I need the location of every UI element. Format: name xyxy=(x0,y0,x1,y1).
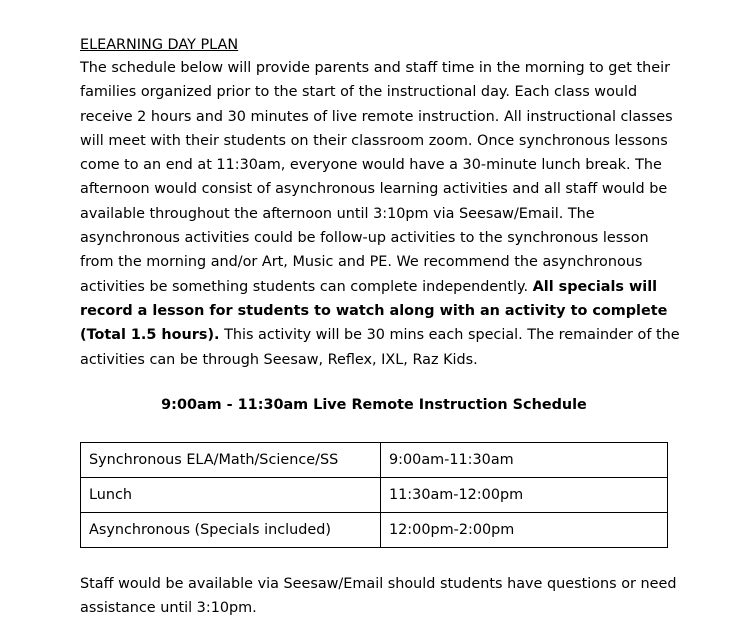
schedule-activity-cell: Asynchronous (Specials included) xyxy=(81,513,381,548)
schedule-time-cell: 12:00pm-2:00pm xyxy=(381,513,668,548)
schedule-time-cell: 11:30am-12:00pm xyxy=(381,478,668,513)
intro-text-end: This activity will be 30 mins each special. The remainder of the activities can be through Seesaw, Reflex, IXL, Raz Kids. xyxy=(80,327,680,368)
schedule-table xyxy=(80,442,668,548)
table-row xyxy=(81,478,668,513)
schedule-activity-cell: Synchronous ELA/Math/Science/SS xyxy=(81,443,381,478)
intro-paragraph xyxy=(80,56,680,372)
schedule-heading: 9:00am - 11:30am Live Remote Instruction Schedule xyxy=(161,397,587,413)
table-row xyxy=(81,513,668,548)
schedule-activity-cell: Lunch xyxy=(81,478,381,513)
document-body xyxy=(80,34,680,617)
footer-note: Staff would be available via Seesaw/Email should students have questions or need assistance until 3:10pm. xyxy=(80,576,677,617)
document-title: ELEARNING DAY PLAN xyxy=(80,37,239,53)
table-row xyxy=(81,443,668,478)
intro-text-start: The schedule below will provide parents and staff time in the morning to get their families organized prior to the start of the instructional day. Each class would receive 2 hours and 30 minutes of live remote instruction. All instructional classes will meet with their students on their classroom zoom. Once synchronous lessons come to an end at 11:30am, everyone would have a 30-minute lunch break. The afternoon would consist of asynchronous learning activities and all staff would be available throughout the afternoon until 3:10pm via Seesaw/Email. The asynchronous activities could be follow-up activities to the synchronous lesson from the morning and/or Art, Music and PE. We recommend the asynchronous activities be something students can complete independently. xyxy=(80,60,673,295)
schedule-time-cell: 9:00am-11:30am xyxy=(381,443,668,478)
intro-text-bold: All specials will record a lesson for students to watch along with an activity to complete (Total 1.5 hours). xyxy=(80,278,668,344)
